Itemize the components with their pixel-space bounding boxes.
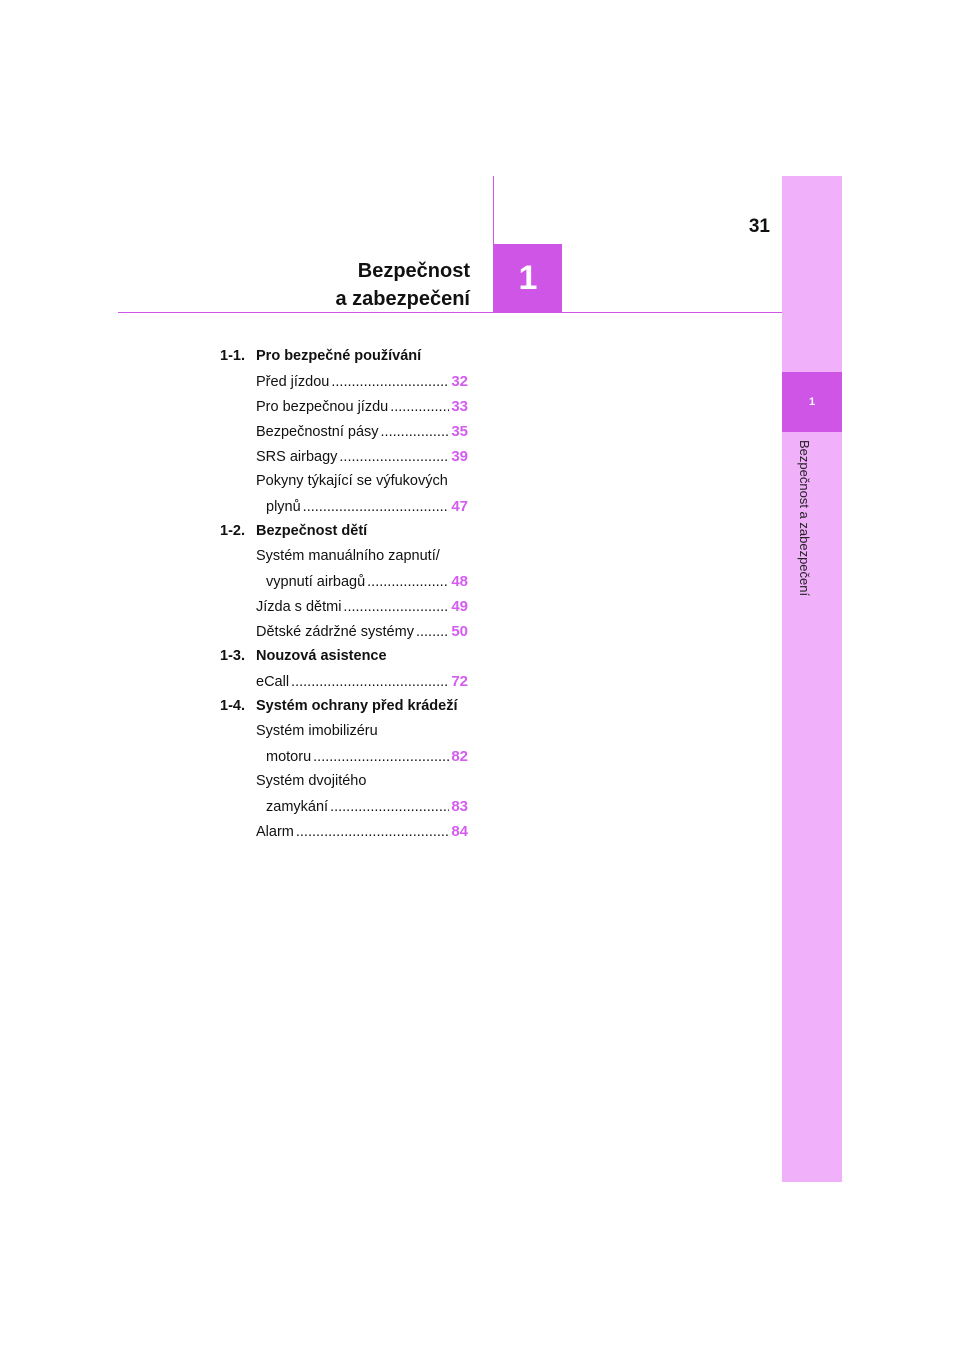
toc-leader-dots: [365, 570, 449, 594]
toc-entry-title: Jízda s dětmi: [256, 599, 342, 615]
toc-entry-row: [256, 444, 468, 469]
chapter-number-box: 1: [494, 244, 562, 312]
side-chapter-label: Bezpečnost a zabezpečení: [797, 440, 812, 597]
toc-leader-dots: [289, 670, 449, 694]
toc-leader-dots: [341, 595, 449, 619]
toc-entry-title: Alarm: [256, 824, 294, 840]
toc-leader-dots: [301, 495, 450, 519]
toc-entry-row: [256, 369, 468, 394]
toc-entry[interactable]: [256, 819, 468, 844]
toc-page-link[interactable]: 33: [451, 398, 468, 415]
toc-section-heading: [220, 344, 468, 369]
toc-section-heading: [220, 644, 468, 669]
toc-page-link[interactable]: 47: [451, 498, 468, 515]
toc-page-link[interactable]: 82: [451, 748, 468, 765]
toc-section-number: 1-3.: [220, 648, 245, 664]
toc-section-heading: [220, 519, 468, 544]
toc-section-title: Nouzová asistence: [256, 648, 387, 664]
toc-entry-row: [256, 394, 468, 419]
toc-entry-title: Dětské zádržné systémy: [256, 624, 414, 640]
toc-entry-row: [256, 669, 468, 694]
toc-entry-title: SRS airbagy: [256, 449, 338, 465]
toc-entry[interactable]: [256, 444, 468, 469]
toc-section-title: Systém ochrany před krádeží: [256, 698, 458, 714]
toc-page-link[interactable]: 84: [451, 823, 468, 840]
toc-entry-row: [256, 569, 468, 594]
toc-entry-row: [256, 419, 468, 444]
toc-entry-title: Před jízdou: [256, 374, 330, 390]
toc-section-title: Bezpečnost dětí: [256, 523, 368, 539]
toc-entry-title: Bezpečnostní pásy: [256, 424, 379, 440]
chapter-title: [335, 257, 470, 313]
toc-entry-title: zamykání: [266, 799, 329, 815]
page-number: 31: [748, 216, 770, 237]
toc-leader-dots: [329, 370, 449, 394]
toc-section-number: 1-4.: [220, 698, 245, 714]
toc-leader-dots: [294, 820, 449, 844]
toc-leader-dots: [379, 420, 450, 444]
toc-entry-title-line1: Pokyny týkající se výfukových: [256, 473, 448, 489]
toc-page-link[interactable]: 50: [451, 623, 468, 640]
toc-section-number: 1-1.: [220, 348, 245, 364]
toc-entry-row: [256, 619, 468, 644]
toc-leader-dots: [414, 620, 449, 644]
toc-entry[interactable]: [256, 369, 468, 394]
toc-entry[interactable]: [256, 419, 468, 444]
toc-entry-row: [256, 744, 468, 769]
toc-page-link[interactable]: 49: [451, 598, 468, 615]
toc-entry-title: plynů: [266, 499, 301, 515]
toc-section-number: 1-2.: [220, 523, 245, 539]
toc-entry-row: [256, 494, 468, 519]
toc-entry-title: motoru: [266, 749, 312, 765]
toc-page-link[interactable]: 48: [451, 573, 468, 590]
toc-entry[interactable]: [256, 594, 468, 619]
chapter-title-line1: Bezpečnost: [357, 260, 470, 282]
chapter-title-line2: a zabezpečení: [335, 288, 470, 310]
toc-entry[interactable]: [256, 469, 468, 519]
toc-leader-dots: [337, 445, 449, 469]
table-of-contents: [220, 344, 468, 844]
side-chapter-tab[interactable]: 1: [782, 372, 842, 432]
toc-entry[interactable]: [256, 394, 468, 419]
toc-section-heading: [220, 694, 468, 719]
toc-entry-title-line1: Systém manuálního zapnutí/: [256, 548, 440, 564]
toc-entry-row: [256, 819, 468, 844]
toc-leader-dots: [311, 745, 449, 769]
toc-page-link[interactable]: 72: [451, 673, 468, 690]
toc-entry-title: vypnutí airbagů: [266, 574, 366, 590]
toc-entry[interactable]: [256, 669, 468, 694]
toc-page-link[interactable]: 39: [451, 448, 468, 465]
toc-leader-dots: [328, 795, 449, 819]
toc-entry[interactable]: [256, 769, 468, 819]
toc-entry[interactable]: [256, 619, 468, 644]
toc-entry-title: eCall: [256, 674, 290, 690]
toc-page-link[interactable]: 32: [451, 373, 468, 390]
toc-entry-row: [256, 594, 468, 619]
toc-entry[interactable]: [256, 544, 468, 594]
toc-entry-row: [256, 794, 468, 819]
toc-section-title: Pro bezpečné používání: [256, 348, 422, 364]
side-strip: [782, 176, 842, 1182]
toc-page-link[interactable]: 35: [451, 423, 468, 440]
toc-entry-title-line1: Systém dvojitého: [256, 773, 367, 789]
toc-entry[interactable]: [256, 719, 468, 769]
toc-page-link[interactable]: 83: [451, 798, 468, 815]
toc-entry-title: Pro bezpečnou jízdu: [256, 399, 389, 415]
toc-leader-dots: [388, 395, 449, 419]
toc-entry-title-line1: Systém imobilizéru: [256, 723, 378, 739]
